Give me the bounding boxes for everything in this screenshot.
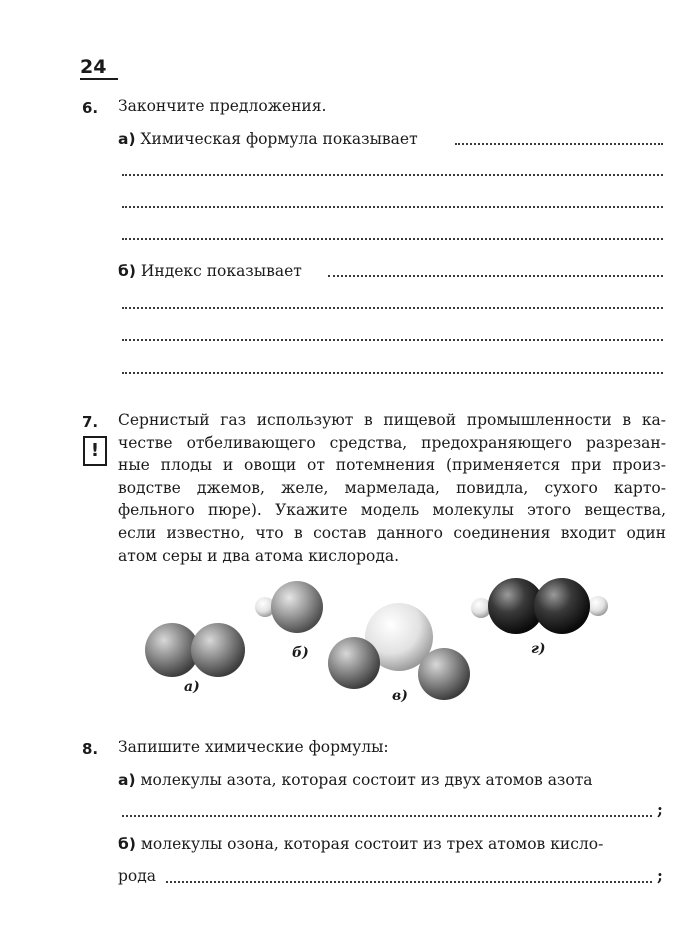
question-7-line: водстве джемов, желе, мармелада, повидла, сухого карто- [118, 478, 666, 497]
question-6a-text: Химическая формула показывает [140, 130, 418, 148]
question-7-line: фельного пюре). Укажите модель молекулы этого вещества, [118, 501, 666, 520]
model-v-label: в) [392, 688, 408, 704]
question-7-line: если известно, что в состав данного соединения входит один [118, 523, 666, 542]
question-8b-text-line2: рода [118, 867, 157, 885]
question-8b [118, 835, 603, 853]
atom [328, 637, 380, 689]
model-b-label: б) [292, 645, 309, 661]
model-a-label: а) [184, 679, 200, 695]
molecule-model-b[interactable] [255, 581, 323, 633]
atom [471, 598, 491, 618]
question-6-number: 6. [82, 99, 99, 117]
question-7-line: Сернистый газ используют в пищевой промышленности в ка- [118, 411, 666, 429]
question-8b-text-line1: молекулы озона, которая состоит из трех атомов кисло- [140, 835, 604, 853]
question-7-line: атом серы и два атома кислорода. [118, 546, 400, 565]
question-6b-text: Индекс показывает [140, 262, 302, 280]
molecule-model-v[interactable] [328, 603, 470, 700]
model-g-label: г) [531, 641, 546, 657]
atom [588, 596, 608, 616]
question-7-number: 7. [82, 413, 99, 431]
atom [145, 623, 199, 677]
semicolon-8a: ; [657, 800, 663, 819]
atom [418, 648, 470, 700]
page-number: 24 [80, 56, 107, 78]
semicolon-8b: ; [657, 866, 663, 885]
question-8a-text: молекулы азота, которая состоит из двух атомов азота [140, 771, 593, 789]
atom [271, 581, 323, 633]
atom [191, 623, 245, 677]
question-7-line: честве отбеливающего средства, предохраняющего разрезан- [118, 433, 666, 452]
molecule-model-a[interactable] [145, 623, 245, 677]
answer-line-8b[interactable] [166, 881, 652, 883]
question-6-prompt: Закончите предложения. [118, 97, 327, 115]
question-8-number: 8. [82, 740, 99, 758]
answer-line-8a[interactable] [122, 815, 652, 817]
molecule-model-g[interactable] [471, 578, 608, 634]
question-6a-label: а) [118, 130, 136, 148]
question-7-line: ные плоды и овощи от потемнения (применяется при произ- [118, 456, 666, 475]
question-8b-label: б) [118, 835, 136, 853]
question-8a [118, 771, 593, 789]
question-8a-label: а) [118, 771, 136, 789]
exclamation-icon: ! [83, 436, 107, 466]
atom [534, 578, 590, 634]
question-8-prompt: Запишите химические формулы: [118, 738, 389, 756]
question-6b-label: б) [118, 262, 136, 280]
